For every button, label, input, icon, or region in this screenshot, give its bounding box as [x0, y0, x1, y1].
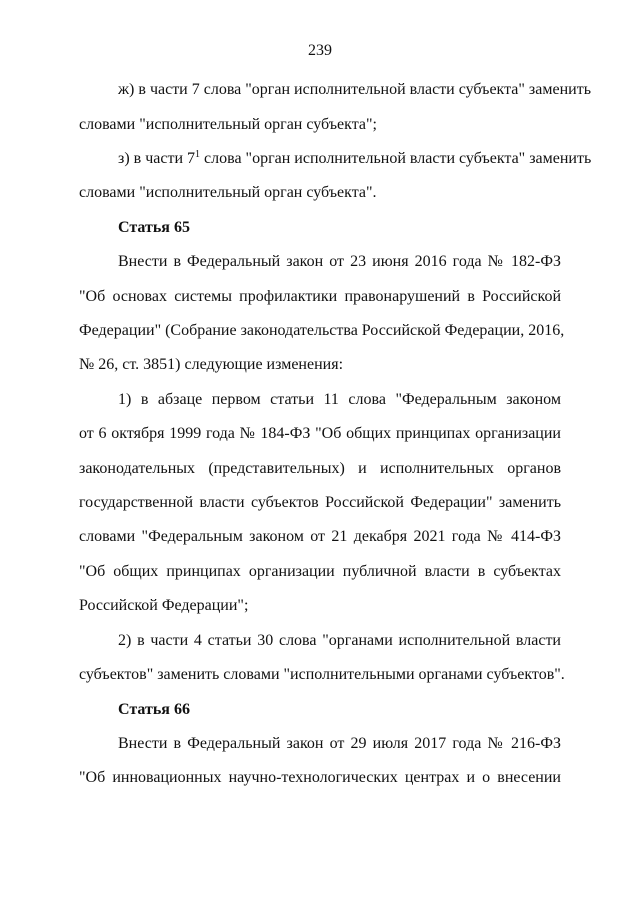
paragraph-line: "Об основах системы профилактики правонарушений в Российской: [79, 288, 561, 305]
paragraph-line: 2) в части 4 статьи 30 слова "органами исполнительной власти: [118, 632, 561, 649]
paragraph-line: Внести в Федеральный закон от 23 июня 2016 года № 182-ФЗ: [118, 253, 561, 270]
paragraph-line: Федерации" (Собрание законодательства Российской Федерации, 2016,: [79, 322, 565, 339]
paragraph-line: "Об инновационных научно-технологических центрах и о внесении: [79, 769, 561, 786]
page-number: 239: [308, 42, 332, 59]
text-fragment: з) в части 7: [118, 150, 196, 167]
paragraph-line: субъектов" заменить словами "исполнительными органами субъектов".: [79, 666, 565, 683]
paragraph-line: № 26, ст. 3851) следующие изменения:: [79, 356, 344, 373]
paragraph-line: словами "Федеральным законом от 21 декабря 2021 года № 414-ФЗ: [79, 528, 561, 545]
paragraph-line: от 6 октября 1999 года № 184-ФЗ "Об общих принципах организации: [79, 425, 561, 442]
paragraph-line: [118, 149, 592, 169]
paragraph-line: Внести в Федеральный закон от 29 июля 2017 года № 216-ФЗ: [118, 735, 561, 752]
paragraph-line: ж) в части 7 слова "орган исполнительной власти субъекта" заменить: [118, 81, 591, 98]
article-heading: Статья 66: [118, 701, 190, 718]
paragraph-line: словами "исполнительный орган субъекта";: [79, 116, 377, 133]
article-heading: Статья 65: [118, 219, 190, 236]
paragraph-line: словами "исполнительный орган субъекта".: [79, 184, 377, 201]
paragraph-line: Российской Федерации";: [79, 597, 249, 614]
superscript: 1: [195, 149, 201, 160]
paragraph-line: законодательных (представительных) и исполнительных органов: [79, 460, 561, 477]
paragraph-line: 1) в абзаце первом статьи 11 слова "Федеральным законом: [118, 391, 561, 408]
paragraph-line: "Об общих принципах организации публичной власти в субъектах: [79, 563, 561, 580]
paragraph-line: государственной власти субъектов Российской Федерации" заменить: [79, 494, 561, 511]
text-fragment: слова "орган исполнительной власти субъекта" заменить: [200, 150, 592, 167]
